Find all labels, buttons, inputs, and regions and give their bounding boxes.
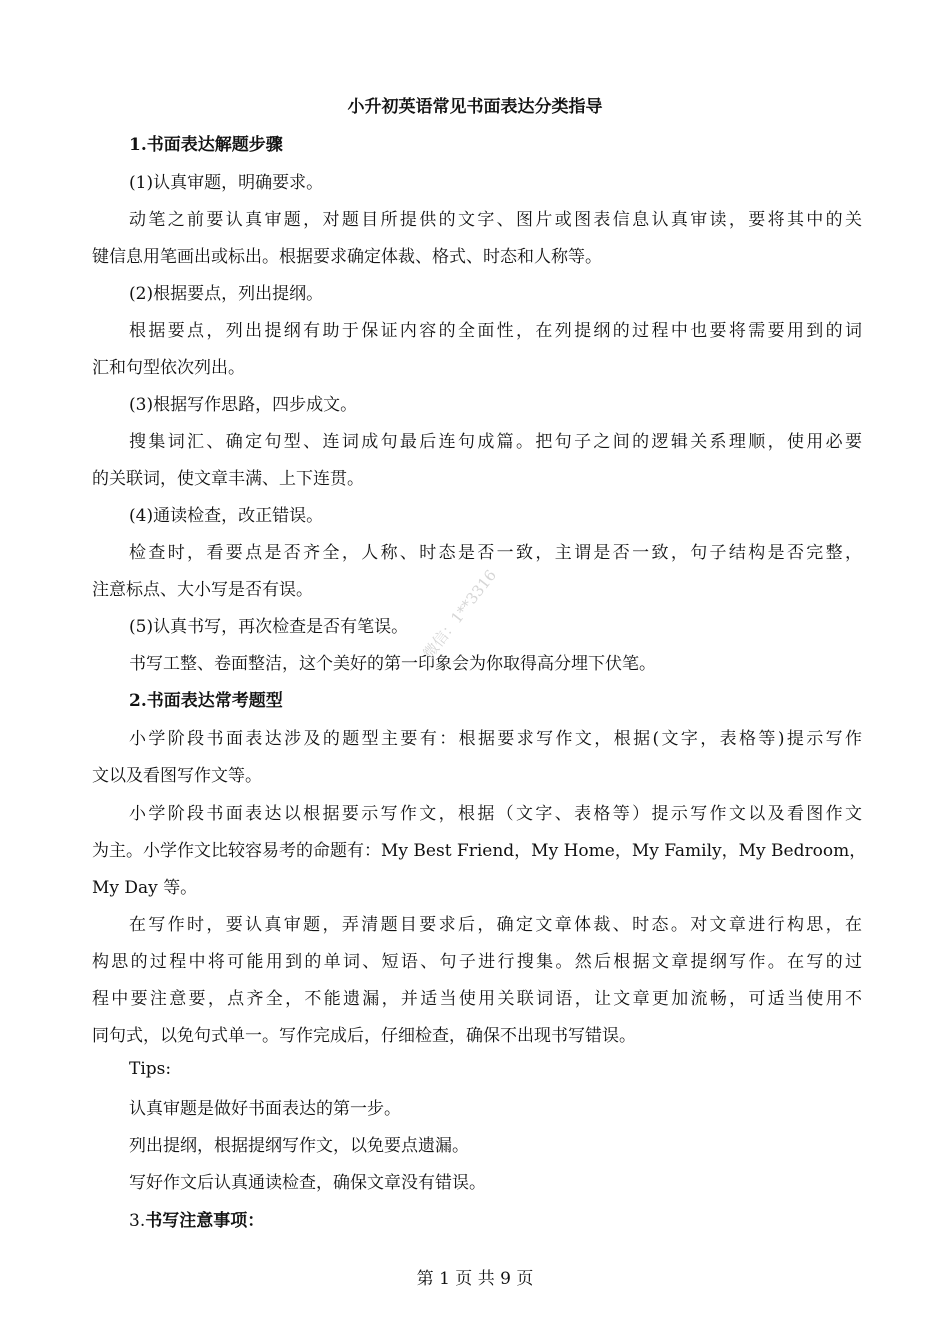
step3-heading: (3)根据写作思路，四步成文。 bbox=[129, 395, 358, 415]
section2-paragraph2-line2: 为主。小学作文比较容易考的命题有：My Best Friend，My Home，My Family，My Bedroom， bbox=[92, 841, 867, 861]
page-footer: 第 1 页 共 9 页 bbox=[416, 1269, 534, 1289]
section2-paragraph2-line3: My Day 等。 bbox=[92, 878, 198, 898]
tip-item-2: 列出提纲，根据提纲写作文，以免要点遗漏。 bbox=[129, 1136, 469, 1156]
section2-paragraph3-line1: 在写作时，要认真审题，弄清题目要求后，确定文章体裁、时态。对文章进行构思，在 bbox=[129, 915, 862, 935]
section3-heading-text: 书写注意事项： bbox=[145, 1211, 265, 1231]
document-title: 小升初英语常见书面表达分类指导 bbox=[347, 97, 603, 117]
step1-paragraph-line2: 键信息用笔画出或标出。根据要求确定体裁、格式、时态和人称等。 bbox=[92, 247, 602, 267]
section3-heading bbox=[129, 1206, 862, 1231]
section2-paragraph3-line2: 构思的过程中将可能用到的单词、短语、句子进行搜集。然后根据文章提纲写作。在写的过 bbox=[92, 952, 862, 972]
step1-paragraph-line1: 动笔之前要认真审题，对题目所提供的文字、图片或图表信息认真审读，要将其中的关 bbox=[129, 210, 862, 230]
step2-heading: (2)根据要点，列出提纲。 bbox=[129, 284, 324, 304]
step5-heading: (5)认真书写，再次检查是否有笔误。 bbox=[129, 617, 409, 637]
tip-item-3: 写好作文后认真通读检查，确保文章没有错误。 bbox=[129, 1173, 486, 1193]
section2-paragraph1-line2: 文以及看图写作文等。 bbox=[92, 766, 262, 786]
section3-heading-number: 3. bbox=[129, 1211, 146, 1231]
step3-paragraph-line2: 的关联词，使文章丰满、上下连贯。 bbox=[92, 469, 364, 489]
step4-paragraph-line1: 检查时，看要点是否齐全，人称、时态是否一致，主谓是否一致，句子结构是否完整， bbox=[129, 543, 862, 563]
section2-paragraph2-line1: 小学阶段书面表达以根据要示写作文，根据（文字、表格等）提示写作文以及看图作文 bbox=[129, 804, 862, 824]
step4-paragraph-line2: 注意标点、大小写是否有误。 bbox=[92, 580, 313, 600]
section2-paragraph1-line1: 小学阶段书面表达涉及的题型主要有：根据要求写作文，根据(文字，表格等)提示写作 bbox=[129, 729, 862, 749]
step4-heading: (4)通读检查，改正错误。 bbox=[129, 506, 324, 526]
step3-paragraph-line1: 搜集词汇、确定句型、连词成句最后连句成篇。把句子之间的逻辑关系理顺，使用必要 bbox=[129, 432, 862, 452]
section2-paragraph3-line3: 程中要注意要，点齐全，不能遗漏，并适当使用关联词语，让文章更加流畅，可适当使用不 bbox=[92, 989, 862, 1009]
section2-heading: 2.书面表达常考题型 bbox=[129, 691, 283, 711]
section1-heading: 1.书面表达解题步骤 bbox=[129, 135, 283, 155]
section2-paragraph3-line4: 同句式，以免句式单一。写作完成后，仔细检查，确保不出现书写错误。 bbox=[92, 1026, 636, 1046]
tip-item-1: 认真审题是做好书面表达的第一步。 bbox=[129, 1099, 401, 1119]
step5-paragraph-line1: 书写工整、卷面整洁，这个美好的第一印象会为你取得高分埋下伏笔。 bbox=[129, 654, 656, 674]
tips-label: Tips: bbox=[129, 1059, 172, 1079]
watermark: 微信：1**3316 bbox=[419, 566, 501, 663]
step1-heading: (1)认真审题，明确要求。 bbox=[129, 173, 324, 193]
step2-paragraph-line2: 汇和句型依次列出。 bbox=[92, 358, 245, 378]
step2-paragraph-line1: 根据要点，列出提纲有助于保证内容的全面性，在列提纲的过程中也要将需要用到的词 bbox=[129, 321, 862, 341]
